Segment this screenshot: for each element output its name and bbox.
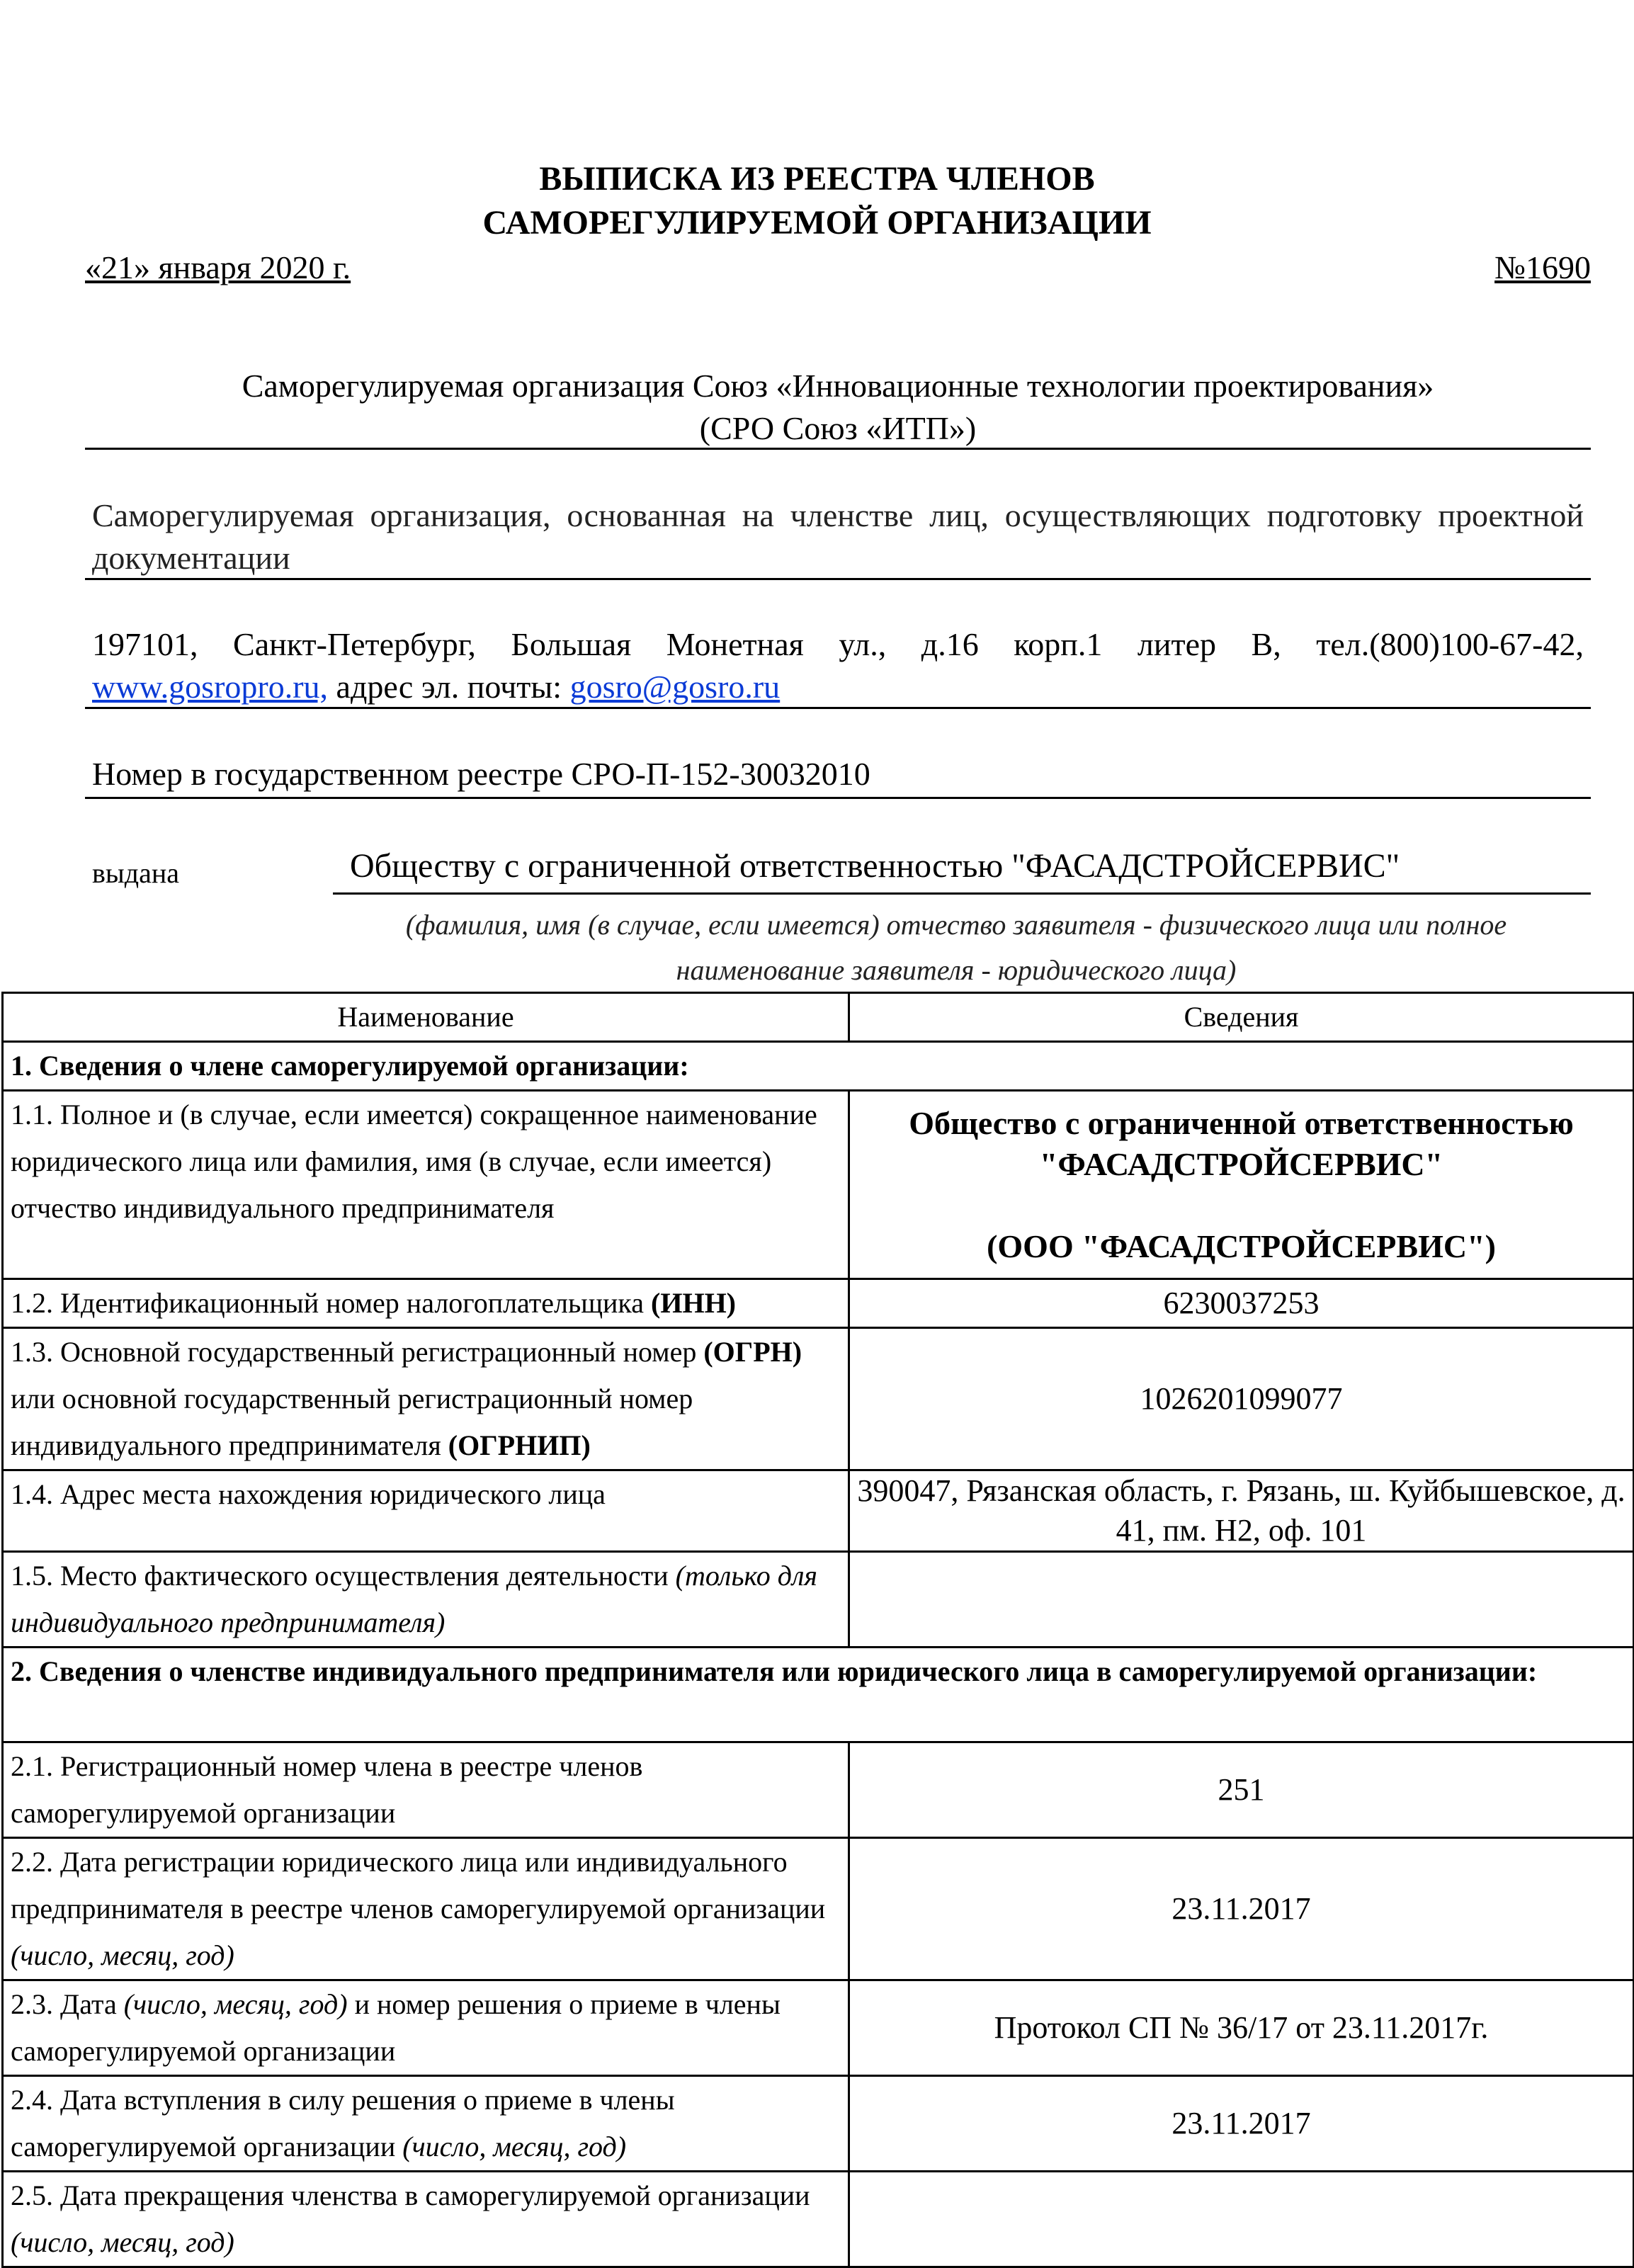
section-2-heading: 2. Сведения о членстве индивидуального предпринимателя или юридического лица в саморегулируемой организации:: [3, 1648, 1634, 1742]
section-row: [3, 1042, 1634, 1091]
registration-date-value: 23.11.2017: [849, 1838, 1634, 1980]
email-link[interactable]: gosro@gosro.ru: [569, 669, 781, 705]
header-info: Сведения: [849, 993, 1634, 1042]
row-2-3-label-text-a: 2.3. Дата: [11, 1988, 117, 2020]
row-2-2-label-text: 2.2. Дата регистрации юридического лица или индивидуального предпринимателя в реестре членов саморегулируемой организации: [11, 1846, 826, 1924]
table-row: [3, 1470, 1634, 1552]
row-2-4-label-italic: (число, месяц, год): [402, 2131, 627, 2162]
row-1-1-label: 1.1. Полное и (в случае, если имеется) сокращенное наименование юридического лица или фамилия, имя (в случае, если имеется) отчество индивидуального предпринимателя: [3, 1091, 849, 1279]
row-1-2-label-bold: (ИНН): [651, 1287, 736, 1319]
title-line-2: САМОРЕГУЛИРУЕМОЙ ОРГАНИЗАЦИИ: [482, 204, 1152, 242]
row-1-3-label-text-a: 1.3. Основной государственный регистрационный номер: [11, 1336, 697, 1368]
divider: [85, 797, 1591, 799]
row-2-3-label-text-b: и номер решения о приеме в члены саморегулируемой организации: [11, 1988, 781, 2067]
organization-address: [92, 623, 1584, 708]
row-2-1-label: 2.1. Регистрационный номер члена в реестре членов саморегулируемой организации: [3, 1742, 849, 1838]
row-2-4-label-text: 2.4. Дата вступления в силу решения о приеме в члены саморегулируемой организации: [11, 2084, 675, 2162]
divider: [85, 448, 1591, 450]
issued-to: Обществу с ограниченной ответственностью "ФАСАДСТРОЙСЕРВИС": [350, 847, 1400, 885]
row-2-2-label: [3, 1838, 849, 1980]
member-info-table: [1, 992, 1634, 2268]
divider: [85, 578, 1591, 580]
divider: [333, 892, 1591, 895]
row-1-5-label-italic: (только для индивидуального предпринимателя): [11, 1560, 817, 1638]
row-2-3-label-italic: (число, месяц, год): [123, 1988, 348, 2020]
row-2-2-label-italic: (число, месяц, год): [11, 1939, 234, 1971]
inn-value: 6230037253: [849, 1279, 1634, 1328]
table-row: [3, 1552, 1634, 1648]
divider: [85, 707, 1591, 709]
table-row: [3, 1742, 1634, 1838]
full-name-value: Общество с ограниченной ответственностью "ФАСАДСТРОЙСЕРВИС": [909, 1104, 1574, 1182]
short-name-value: (ООО "ФАСАДСТРОЙСЕРВИС"): [987, 1227, 1496, 1264]
termination-date-value: [849, 2172, 1634, 2267]
section-1-heading: 1. Сведения о члене саморегулируемой организации:: [3, 1042, 1634, 1091]
table-row: [3, 1838, 1634, 1980]
row-1-1-value: [849, 1091, 1634, 1279]
organization-type: Саморегулируемая организация, основанная на членстве лиц, осуществляющих подготовку проектной документации: [92, 497, 1584, 576]
row-2-5-label-text: 2.5. Дата прекращения членства в саморегулируемой организации: [11, 2179, 810, 2211]
issued-caption: [333, 902, 1579, 993]
address-value: 390047, Рязанская область, г. Рязань, ш. Куйбышевское, д. 41, пм. Н2, оф. 101: [849, 1470, 1634, 1552]
issued-label: выдана: [92, 857, 180, 889]
title-line-1: ВЫПИСКА ИЗ РЕЕСТРА ЧЛЕНОВ: [539, 160, 1095, 198]
row-1-3-label-bold-a: (ОГРН): [703, 1336, 802, 1368]
member-number-value: 251: [849, 1742, 1634, 1838]
decision-value: Протокол СП № 36/17 от 23.11.2017г.: [849, 1980, 1634, 2076]
activity-place-value: [849, 1552, 1634, 1648]
row-1-5-label-text: 1.5. Место фактического осуществления деятельности: [11, 1560, 669, 1592]
section-row: [3, 1648, 1634, 1742]
table-row: [3, 1328, 1634, 1470]
row-1-3-label: [3, 1328, 849, 1470]
issued-caption-line-1: (фамилия, имя (в случае, если имеется) отчество заявителя - физического лица или полное: [405, 909, 1507, 941]
table-row: [3, 2076, 1634, 2172]
row-1-3-label-bold-b: (ОГРНИП): [448, 1429, 591, 1461]
table-row: [3, 1980, 1634, 2076]
row-1-5-label: [3, 1552, 849, 1648]
address-text: 197101, Санкт-Петербург, Большая Монетная ул., д.16 корп.1 литер В, тел.(800)100-67-42,: [92, 626, 1584, 662]
ogrn-value: 1026201099077: [849, 1328, 1634, 1470]
email-label: адрес эл. почты:: [336, 669, 562, 705]
organization-name: [85, 365, 1591, 450]
row-1-2-label-text: 1.2. Идентификационный номер налогоплательщика: [11, 1287, 645, 1319]
table-row: [3, 2172, 1634, 2267]
row-1-4-label: 1.4. Адрес места нахождения юридического лица: [3, 1470, 849, 1552]
row-2-4-label: [3, 2076, 849, 2172]
document-date: «21» января 2020 г.: [85, 249, 351, 285]
effective-date-value: 23.11.2017: [849, 2076, 1634, 2172]
table-header-row: [3, 993, 1634, 1042]
row-1-2-label: [3, 1279, 849, 1328]
row-2-3-label: [3, 1980, 849, 2076]
registry-number: Номер в государственном реестре СРО-П-152-30032010: [92, 756, 870, 792]
row-2-5-label: [3, 2172, 849, 2267]
document-number: №1690: [1494, 249, 1591, 285]
website-link[interactable]: www.gosropro.ru,: [92, 669, 329, 705]
issued-caption-line-2: наименование заявителя - юридического лица): [676, 954, 1237, 986]
document-title: [0, 157, 1634, 245]
table-row: [3, 1091, 1634, 1279]
table-row: [3, 1279, 1634, 1328]
row-2-5-label-italic: (число, месяц, год): [11, 2226, 234, 2258]
header-name: Наименование: [3, 993, 849, 1042]
row-1-3-label-text-b: или основной государственный регистрационный номер индивидуального предпринимателя: [11, 1383, 693, 1461]
organization-line-1: Саморегулируемая организация Союз «Инновационные технологии проектирования»: [242, 368, 1434, 404]
organization-line-2: (СРО Союз «ИТП»): [699, 410, 977, 446]
